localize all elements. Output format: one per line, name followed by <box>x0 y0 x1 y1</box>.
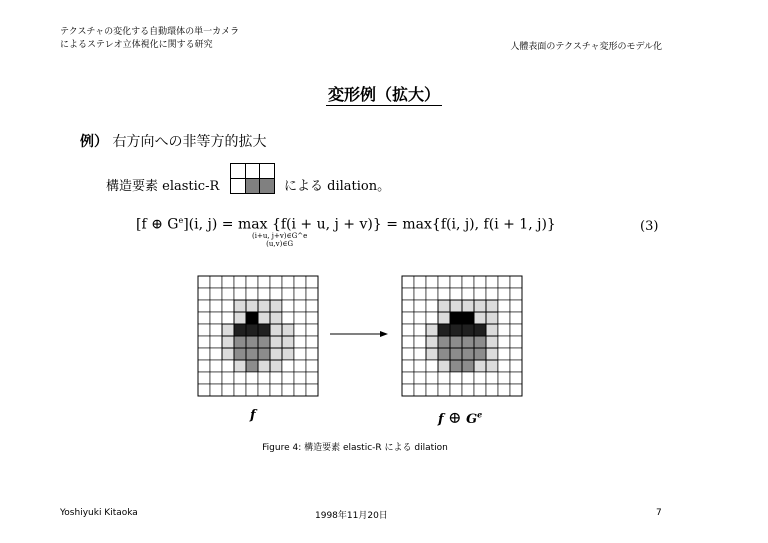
grid-cell <box>450 348 462 360</box>
grid-cell <box>486 300 498 312</box>
grid-cell <box>258 288 270 300</box>
equation-number: (3) <box>640 219 659 234</box>
grid-cell <box>246 300 258 312</box>
grid-cell <box>294 372 306 384</box>
grid-cell <box>210 288 222 300</box>
grid-cell <box>462 384 474 396</box>
grid-cell <box>234 372 246 384</box>
grid-cell <box>246 288 258 300</box>
grid-cell <box>438 288 450 300</box>
eq-subscript-line2: (u,v)∈G <box>266 240 294 248</box>
grid-cell <box>462 300 474 312</box>
grid-cell <box>306 288 318 300</box>
grid-cell <box>222 384 234 396</box>
grid-cell <box>426 372 438 384</box>
grid-cell <box>510 300 522 312</box>
grid-cell <box>450 384 462 396</box>
label-after-g: G <box>466 412 478 427</box>
eq-max-op: max <box>237 216 268 233</box>
grid-cell <box>246 324 258 336</box>
grid-cell <box>270 360 282 372</box>
grid-cell <box>222 300 234 312</box>
grid-cell <box>462 360 474 372</box>
grid-cell <box>438 324 450 336</box>
grid-cell <box>450 336 462 348</box>
grid-cell <box>198 348 210 360</box>
grid-cell <box>498 300 510 312</box>
grid-cell <box>306 312 318 324</box>
grid-cell <box>438 276 450 288</box>
grid-cell <box>294 288 306 300</box>
grid-cell <box>414 276 426 288</box>
grid-cell <box>282 276 294 288</box>
transform-arrow <box>330 331 388 337</box>
grid-cell <box>402 384 414 396</box>
grid-cell <box>246 360 258 372</box>
header-left-line2: によるステレオ立体視化に関する研究 <box>60 40 213 50</box>
grid-cell <box>498 372 510 384</box>
grid-cell <box>234 288 246 300</box>
grid-cell <box>438 312 450 324</box>
grid-cell <box>234 336 246 348</box>
footer-author: Yoshiyuki Kitaoka <box>60 508 138 518</box>
grid-cell <box>510 324 522 336</box>
grid-cell <box>282 372 294 384</box>
grid-cell <box>450 288 462 300</box>
grid-cell <box>246 336 258 348</box>
grid-cell <box>234 324 246 336</box>
grid-cell <box>198 372 210 384</box>
grid-cell <box>282 288 294 300</box>
example-prefix: 例） <box>80 134 108 150</box>
grid-cell <box>438 372 450 384</box>
grid-cell <box>246 348 258 360</box>
grid-cell <box>414 312 426 324</box>
grid-cell <box>498 276 510 288</box>
grid-cell <box>414 324 426 336</box>
grid-cell <box>210 372 222 384</box>
figure-caption: Figure 4: 構造要素 elastic-R による dilation <box>262 443 448 453</box>
grid-cell <box>306 360 318 372</box>
grid-cell <box>294 348 306 360</box>
grid-cell <box>486 336 498 348</box>
grid-cell <box>306 336 318 348</box>
eq-lhs: [f ⊕ G <box>136 216 179 233</box>
grid-cell <box>462 312 474 324</box>
grid-cell <box>438 348 450 360</box>
grid-cell <box>486 312 498 324</box>
grid-cell <box>414 360 426 372</box>
grid-cell <box>450 300 462 312</box>
grid-cell <box>210 300 222 312</box>
grid-cell <box>306 276 318 288</box>
grid-cell <box>246 312 258 324</box>
grid-cell <box>450 360 462 372</box>
grid-cell <box>294 384 306 396</box>
arrow-head <box>380 331 388 337</box>
grid-cell <box>438 384 450 396</box>
grid-cell <box>210 324 222 336</box>
grid-cell <box>234 360 246 372</box>
grid-cell <box>438 336 450 348</box>
grid-cell <box>510 288 522 300</box>
grid-cell <box>450 312 462 324</box>
grid-cell <box>474 348 486 360</box>
eq-subscript-line1: (i+u, j+v)∈G^e <box>252 232 308 240</box>
grid-cell <box>246 276 258 288</box>
grid-cell <box>474 300 486 312</box>
grid-cell <box>450 372 462 384</box>
grid-cell <box>474 276 486 288</box>
grid-cell <box>414 348 426 360</box>
grid-cell <box>402 276 414 288</box>
grid-cell <box>426 324 438 336</box>
grid-cell <box>414 372 426 384</box>
grid-cell <box>462 276 474 288</box>
grid-cell <box>270 324 282 336</box>
grid-cell <box>426 348 438 360</box>
grid-cell <box>450 324 462 336</box>
grid-cell <box>402 300 414 312</box>
grid-cell <box>426 384 438 396</box>
grid-cell <box>294 300 306 312</box>
grid-cell <box>234 348 246 360</box>
grid-cell <box>306 384 318 396</box>
header-right: 人體表面のテクスチャ変形のモデル化 <box>510 42 662 52</box>
grid-cell <box>426 276 438 288</box>
grid-cell <box>270 312 282 324</box>
grid-cell <box>510 336 522 348</box>
grid-after <box>402 276 522 396</box>
grid-cell <box>270 348 282 360</box>
grid-cell <box>198 384 210 396</box>
grid-cell <box>402 312 414 324</box>
grid-cell <box>450 276 462 288</box>
grid-cell <box>210 336 222 348</box>
grid-cell <box>510 312 522 324</box>
grid-cell <box>234 312 246 324</box>
grid-cell <box>258 348 270 360</box>
grid-cell <box>222 312 234 324</box>
grid-cell <box>486 360 498 372</box>
grid-cell <box>210 360 222 372</box>
header-left-line1: テクスチャの変化する自動環体の単一カメラ <box>60 27 240 37</box>
grid-cell <box>486 276 498 288</box>
grid-cell <box>270 288 282 300</box>
grid-cell <box>258 324 270 336</box>
grid-cell <box>414 336 426 348</box>
grid-cell <box>414 288 426 300</box>
grid-cell <box>414 384 426 396</box>
eq-lhs-sup: e <box>178 216 184 225</box>
grid-cell <box>402 336 414 348</box>
grid-cell <box>474 336 486 348</box>
grid-cell <box>258 360 270 372</box>
grid-cell <box>510 384 522 396</box>
grid-cell <box>306 372 318 384</box>
grid-cell <box>426 360 438 372</box>
grid-cell <box>294 324 306 336</box>
grid-cell <box>234 276 246 288</box>
grid-cell <box>438 300 450 312</box>
grid-cell <box>474 312 486 324</box>
grid-cell <box>234 384 246 396</box>
grid-cell <box>222 372 234 384</box>
grid-cell <box>282 312 294 324</box>
grid-cell <box>306 324 318 336</box>
grid-cell <box>198 360 210 372</box>
grid-cell <box>426 288 438 300</box>
grid-cell <box>258 300 270 312</box>
grid-cell <box>294 336 306 348</box>
label-after-sup: e <box>477 409 483 420</box>
label-before: f <box>250 408 256 423</box>
grid-cell <box>222 336 234 348</box>
grid-cell <box>402 324 414 336</box>
grid-cell <box>474 360 486 372</box>
footer-page-number: 7 <box>656 508 662 518</box>
grid-cell <box>270 384 282 396</box>
grid-cell <box>498 288 510 300</box>
grid-cell <box>510 276 522 288</box>
grid-cell <box>462 288 474 300</box>
grid-cell <box>510 360 522 372</box>
grid-cell <box>282 348 294 360</box>
label-after <box>438 408 482 427</box>
grid-cell <box>498 324 510 336</box>
grid-cell <box>210 384 222 396</box>
se-text-after: による dilation。 <box>284 179 391 194</box>
grid-cell <box>474 324 486 336</box>
grid-cell <box>210 348 222 360</box>
grid-cell <box>222 276 234 288</box>
eq-body: {f(i + u, j + v)} = max{f(i, j), f(i + 1, j)} <box>271 216 556 233</box>
grid-cell <box>222 360 234 372</box>
grid-cell <box>270 276 282 288</box>
grid-cell <box>426 300 438 312</box>
grid-cell <box>462 336 474 348</box>
grid-cell <box>474 288 486 300</box>
grid-cell <box>210 312 222 324</box>
grid-cell <box>402 360 414 372</box>
grid-cell <box>258 336 270 348</box>
grid-cell <box>282 384 294 396</box>
grid-cell <box>282 360 294 372</box>
grid-cell <box>426 312 438 324</box>
grid-cell <box>282 324 294 336</box>
grid-cell <box>510 372 522 384</box>
grid-cell <box>306 348 318 360</box>
grid-cell <box>462 372 474 384</box>
grid-cell <box>198 324 210 336</box>
grid-cell <box>426 336 438 348</box>
eq-lhs-rest: ](i, j) = <box>183 216 238 233</box>
grid-cell <box>198 336 210 348</box>
grid-cell <box>234 300 246 312</box>
grid-cell <box>486 384 498 396</box>
grid-cell <box>270 300 282 312</box>
grid-cell <box>258 276 270 288</box>
grid-cell <box>474 384 486 396</box>
grid-cell <box>510 348 522 360</box>
grid-cell <box>498 348 510 360</box>
grid-cell <box>498 384 510 396</box>
grid-cell <box>414 300 426 312</box>
grid-cell <box>474 372 486 384</box>
label-after-op: ⊕ <box>448 408 462 427</box>
grid-cell <box>246 372 258 384</box>
grid-cell <box>222 348 234 360</box>
grid-cell <box>270 372 282 384</box>
grid-cell <box>402 288 414 300</box>
grid-cell <box>198 312 210 324</box>
slide-title: 変形例（拡大） <box>327 85 440 104</box>
grid-cell <box>270 336 282 348</box>
grid-cell <box>294 312 306 324</box>
grid-before <box>198 276 318 396</box>
grid-cell <box>282 300 294 312</box>
grid-cell <box>306 300 318 312</box>
grid-cell <box>258 372 270 384</box>
grid-cell <box>486 348 498 360</box>
grid-cell <box>222 324 234 336</box>
grid-cell <box>258 312 270 324</box>
grid-cell <box>498 336 510 348</box>
grid-cell <box>462 324 474 336</box>
grid-cell <box>402 372 414 384</box>
grid-cell <box>462 348 474 360</box>
grid-cell <box>486 324 498 336</box>
grid-cell <box>486 372 498 384</box>
grid-cell <box>198 288 210 300</box>
grid-cell <box>282 336 294 348</box>
grid-cell <box>486 288 498 300</box>
grid-cell <box>210 276 222 288</box>
grid-cell <box>258 384 270 396</box>
grid-cell <box>498 360 510 372</box>
label-after-f: f <box>438 412 444 427</box>
grid-cell <box>198 276 210 288</box>
grid-cell <box>498 312 510 324</box>
grid-cell <box>438 360 450 372</box>
grid-cell <box>222 288 234 300</box>
se-text-before: 構造要素 elastic-R <box>106 179 220 194</box>
grid-cell <box>402 348 414 360</box>
grid-cell <box>246 384 258 396</box>
grid-cell <box>198 300 210 312</box>
grid-cell <box>294 360 306 372</box>
footer-date: 1998年11月20日 <box>315 511 388 521</box>
example-text: 右方向への非等方的拡大 <box>112 134 267 150</box>
grid-cell <box>294 276 306 288</box>
